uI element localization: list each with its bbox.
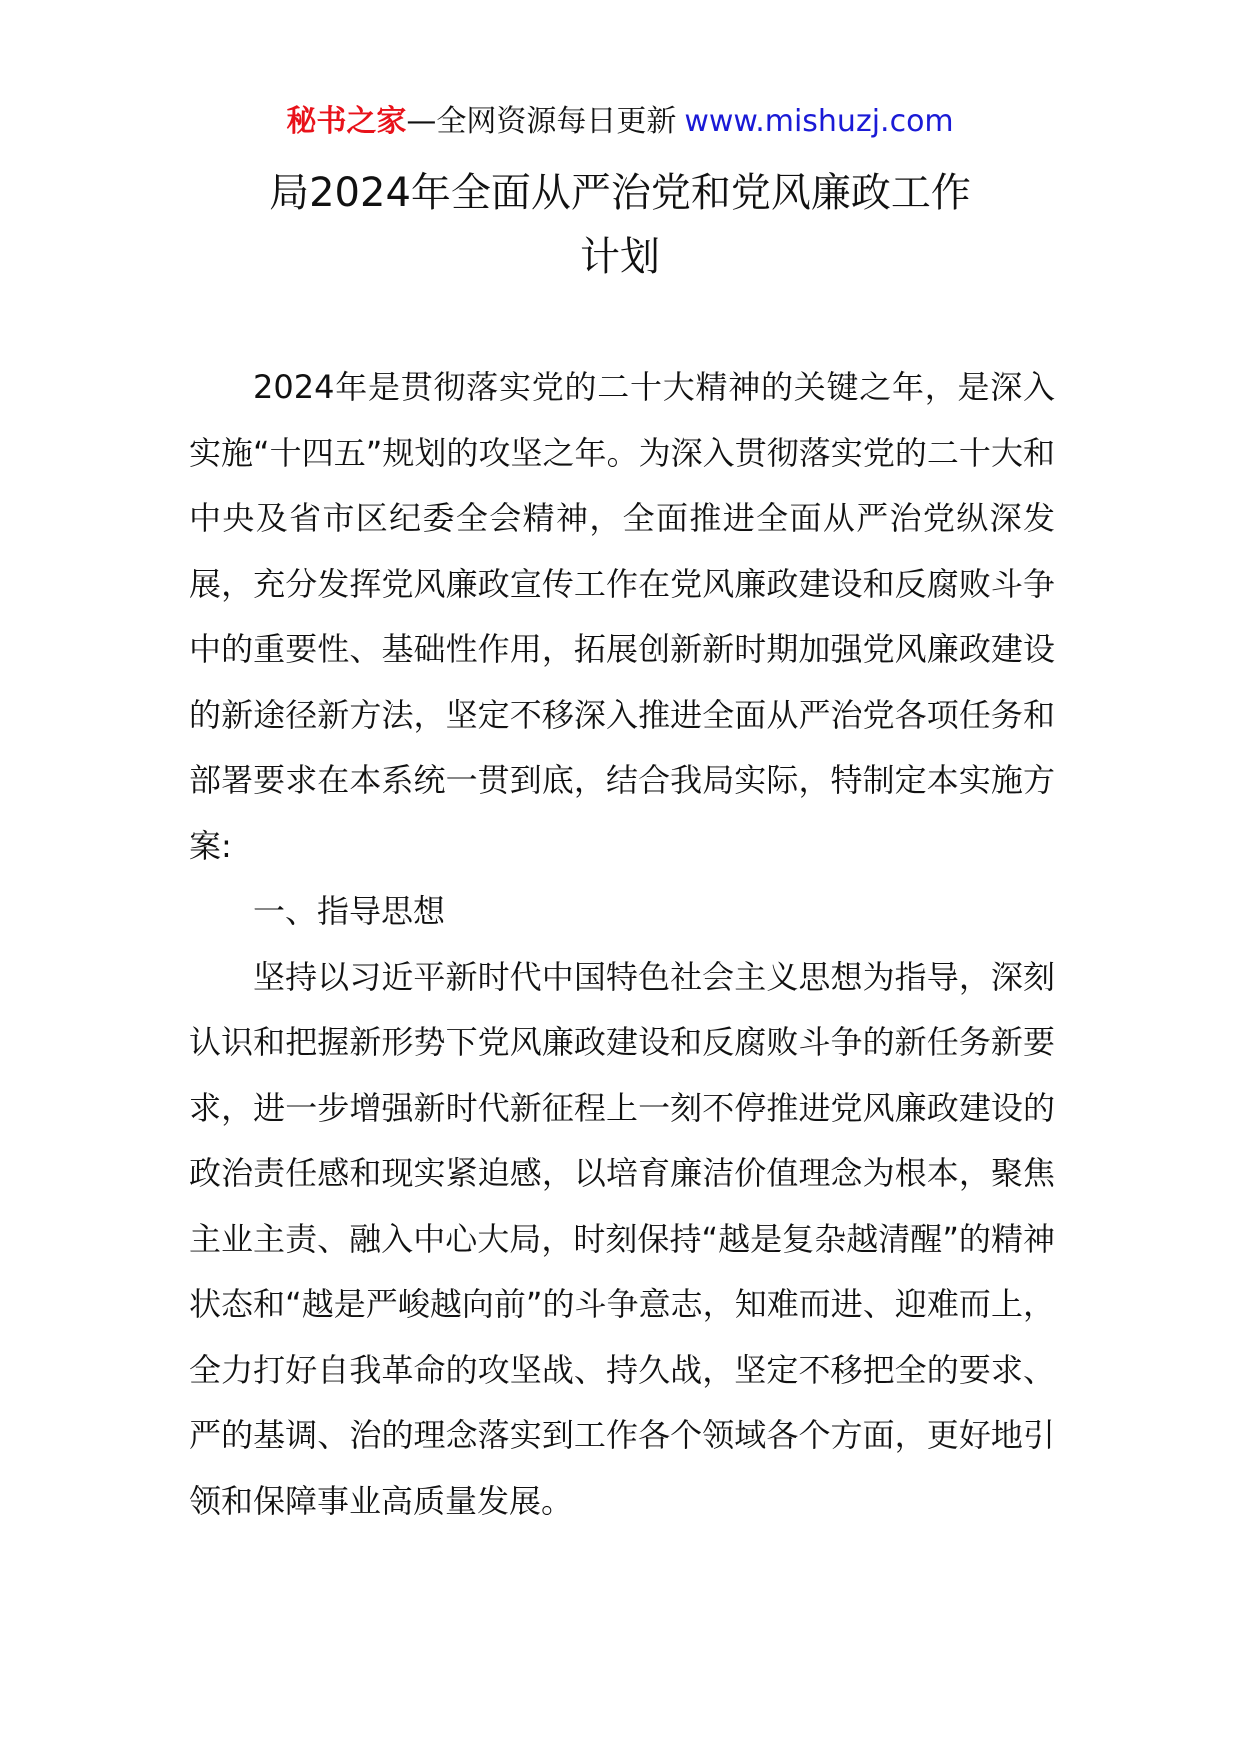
document-body — [189, 355, 1055, 1534]
site-tagline: —全网资源每日更新 — [406, 104, 677, 139]
site-url-link[interactable]: www.mishuzj.com — [684, 104, 954, 139]
section-heading-guiding-ideology: 一、指导思想 — [253, 892, 446, 930]
guiding-ideology-paragraph: 坚持以习近平新时代中国特色社会主义思想为指导，深刻认识和把握新形势下党风廉政建设和反腐败斗争的新任务新要求，进一步增强新时代新征程上一刻不停推进党风廉政建设的政治责任感和现实紧迫感，以培育廉洁价值理念为根本，聚焦主业主责、融入中心大局，时刻保持“越是复杂越清醒”的精神状态和“越是严峻越向前”的斗争意志，知难而进、迎难而上，全力打好自我革命的攻坚战、持久战，坚定不移把全的要求、严的基调、治的理念落实到工作各个领域各个方面，更好地引领和保障事业高质量发展。 — [189, 957, 1055, 1520]
brand-name: 秘书之家 — [286, 104, 407, 139]
site-header — [0, 100, 1240, 144]
title-line-1: 局2024年全面从严治党和党风廉政工作 — [269, 170, 971, 216]
document-title — [180, 161, 1060, 289]
intro-paragraph: 2024年是贯彻落实党的二十大精神的关键之年，是深入实施“十四五”规划的攻坚之年。为深入贯彻落实党的二十大和中央及省市区纪委全会精神，全面推进全面从严治党纵深发展，充分发挥党风廉政宣传工作在党风廉政建设和反腐败斗争中的重要性、基础性作用，拓展创新新时期加强党风廉政建设的新途径新方法，坚定不移深入推进全面从严治党各项任务和部署要求在本系统一贯到底，结合我局实际，特制定本实施方案: — [189, 368, 1055, 865]
title-line-2: 计划 — [580, 234, 660, 280]
